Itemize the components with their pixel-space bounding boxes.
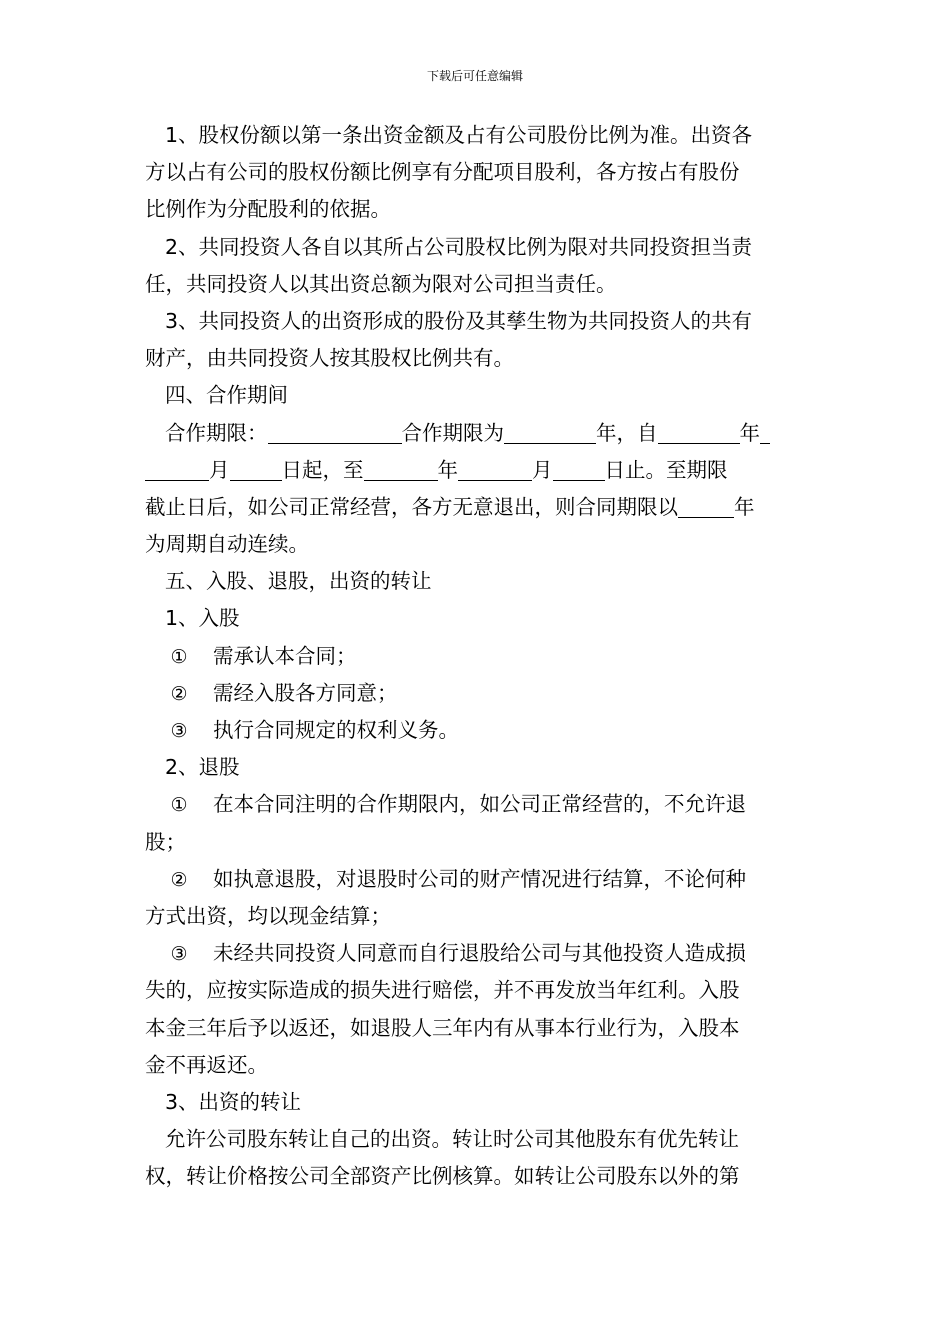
- text: 3、共同投资人的出资形成的股份及其孳生物为共同投资人的共有: [165, 308, 753, 333]
- paragraph-line: [145, 972, 810, 1009]
- fill-blank[interactable]: [678, 495, 734, 518]
- text: 如执意退股，对退股时公司的财产情况进行结算，不论何种: [213, 866, 746, 891]
- text: 金不再返还。: [145, 1052, 268, 1077]
- text: 合作期限：: [165, 420, 268, 445]
- fill-blank[interactable]: [458, 458, 532, 481]
- circled-number: ③: [170, 943, 188, 966]
- text: 合作期限为: [401, 420, 504, 445]
- text: 比例作为分配股利的依据。: [145, 197, 391, 222]
- paragraph-line: [145, 191, 810, 228]
- text: 日止。至期限: [604, 457, 728, 482]
- text: 为周期自动连续。: [145, 532, 309, 557]
- fill-blank[interactable]: [760, 421, 770, 444]
- paragraph-line: [145, 1158, 810, 1195]
- text: 需经入股各方同意；: [213, 680, 398, 705]
- text: 需承认本合同；: [213, 643, 357, 668]
- sub-heading: [145, 600, 810, 637]
- fill-blank[interactable]: [504, 421, 596, 444]
- list-item: [145, 638, 810, 675]
- text: 四、合作期间: [165, 383, 288, 408]
- text: 本金三年后予以返还，如退股人三年内有从事本行业行为，入股本: [145, 1015, 740, 1040]
- page-header: 下载后可任意编辑: [426, 69, 523, 83]
- fill-blank[interactable]: [230, 458, 282, 481]
- text: 年: [734, 494, 755, 519]
- paragraph-line: [145, 824, 810, 861]
- sub-heading: [145, 749, 810, 786]
- circled-number: ①: [170, 794, 188, 817]
- text: 年，自: [596, 420, 658, 445]
- paragraph-line: [145, 1121, 810, 1158]
- text: 日起，至: [281, 457, 364, 482]
- text: 2、退股: [165, 755, 240, 780]
- text: 2、共同投资人各自以其所占公司股权比例为限对共同投资担当责: [165, 234, 753, 259]
- text: 3、出资的转让: [165, 1089, 302, 1114]
- list-item: [145, 861, 810, 898]
- document-body: [145, 117, 810, 1195]
- text: 年: [739, 420, 760, 445]
- list-item: [145, 675, 810, 712]
- list-item: [145, 786, 810, 823]
- paragraph-line: [145, 526, 810, 563]
- text: 五、入股、退股，出资的转让: [165, 569, 432, 594]
- text: 方以占有公司的股权份额比例享有分配项目股利，各方按占有股份: [145, 160, 740, 185]
- sub-heading: [145, 1084, 810, 1121]
- paragraph-line: [145, 1010, 810, 1047]
- list-item: [145, 712, 810, 749]
- text: 未经共同投资人同意而自行退股给公司与其他投资人造成损: [213, 941, 746, 966]
- text: 年: [437, 457, 458, 482]
- fill-blank[interactable]: [658, 421, 740, 444]
- paragraph-line: [145, 898, 810, 935]
- paragraph-line: [145, 489, 810, 526]
- paragraph-line: [145, 303, 810, 340]
- text: 股；: [145, 829, 186, 854]
- text: 截止日后，如公司正常经营，各方无意退出，则合同期限以: [145, 494, 678, 519]
- paragraph-line: [145, 340, 810, 377]
- text: 允许公司股东转让自己的出资。转让时公司其他股东有优先转让: [165, 1127, 739, 1152]
- circled-number: ②: [170, 868, 188, 891]
- text: 失的，应按实际造成的损失进行赔偿，并不再发放当年红利。入股: [145, 978, 740, 1003]
- fill-blank[interactable]: [145, 458, 209, 481]
- paragraph-line: [145, 117, 810, 154]
- text: 月: [532, 457, 553, 482]
- circled-number: ③: [170, 720, 188, 742]
- text: 权，转让价格按公司全部资产比例核算。如转让公司股东以外的第: [145, 1164, 740, 1189]
- circled-number: ①: [170, 645, 188, 668]
- section-heading: [145, 377, 810, 414]
- list-item: [145, 935, 810, 972]
- fill-blank[interactable]: [553, 458, 605, 481]
- text: 方式出资，均以现金结算；: [145, 903, 391, 928]
- paragraph-line: [145, 154, 810, 191]
- text: 财产，由共同投资人按其股权比例共有。: [145, 346, 514, 371]
- paragraph-line: [145, 452, 810, 489]
- text: 任，共同投资人以其出资总额为限对公司担当责任。: [145, 271, 617, 296]
- text: 在本合同注明的合作期限内，如公司正常经营的，不允许退: [213, 792, 746, 817]
- text: 1、股权份额以第一条出资金额及占有公司股份比例为准。出资各: [165, 123, 753, 147]
- paragraph-line: [145, 415, 810, 452]
- section-heading: [145, 563, 810, 600]
- fill-blank[interactable]: [268, 421, 402, 444]
- fill-blank[interactable]: [364, 458, 438, 481]
- text: 执行合同规定的权利义务。: [213, 718, 459, 742]
- paragraph-line: [145, 229, 810, 266]
- text: 1、入股: [165, 606, 240, 631]
- paragraph-line: [145, 1047, 810, 1084]
- text: 月: [209, 457, 230, 482]
- paragraph-line: [145, 266, 810, 303]
- circled-number: ②: [170, 682, 188, 705]
